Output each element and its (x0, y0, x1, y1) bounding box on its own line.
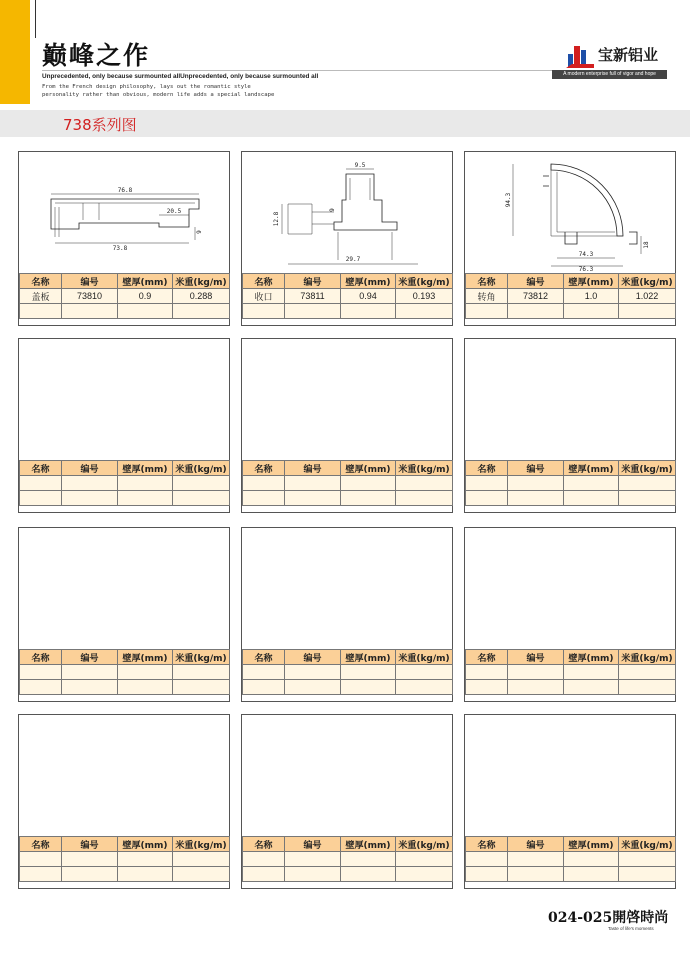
cell-thickness (564, 852, 619, 867)
cell-weight (396, 665, 453, 680)
header-name: 名称 (466, 461, 508, 476)
cell-name: 盖板 (20, 289, 62, 304)
dim-width: 29.7 (345, 256, 361, 263)
header-name: 名称 (243, 274, 285, 289)
header-name: 名称 (243, 837, 285, 852)
header-name: 名称 (20, 837, 62, 852)
profile-card-3 (464, 151, 676, 326)
corner-profile-drawing (465, 152, 675, 272)
table-row-empty (243, 680, 453, 695)
header-code: 编号 (508, 650, 564, 665)
header-name: 名称 (20, 650, 62, 665)
header-weight: 米重(kg/m) (396, 461, 453, 476)
header-code: 编号 (62, 837, 118, 852)
building-logo-icon (566, 42, 594, 68)
cell-weight (396, 852, 453, 867)
table-header-row (466, 461, 676, 476)
cell-code: 73812 (508, 289, 564, 304)
profile-drawing (19, 152, 229, 272)
table-row (20, 289, 230, 304)
header-weight: 米重(kg/m) (173, 274, 230, 289)
header-divider (35, 0, 36, 38)
table-row (243, 665, 453, 680)
profile-card-10 (18, 714, 230, 889)
header-name: 名称 (20, 461, 62, 476)
cell-thickness (564, 665, 619, 680)
header-code: 编号 (285, 461, 341, 476)
cell-code (62, 476, 118, 491)
table-header-row (466, 274, 676, 289)
cell-thickness (564, 476, 619, 491)
header-weight: 米重(kg/m) (619, 650, 676, 665)
profile-drawing (242, 715, 452, 835)
profile-drawing (465, 339, 675, 459)
cell-weight (619, 665, 676, 680)
header-name: 名称 (466, 650, 508, 665)
tagline-line1: From the French design philosophy, lays out the romantic style (42, 84, 251, 90)
dim-top: 9.5 (354, 162, 366, 169)
tagline-bold: Unprecedented, only because surmounted allUnprecedented, only because surmounted all (42, 73, 319, 80)
header-name: 名称 (243, 650, 285, 665)
cell-name (20, 665, 62, 680)
corner-accent-tab (0, 0, 30, 104)
dim-inner: 20.5 (166, 208, 182, 215)
profile-card-8 (241, 527, 453, 702)
table-header-row (466, 837, 676, 852)
header-weight: 米重(kg/m) (173, 650, 230, 665)
cell-code (508, 665, 564, 680)
table-header-row (20, 274, 230, 289)
table-row (466, 665, 676, 680)
cell-weight (619, 476, 676, 491)
profile-table (465, 460, 676, 506)
profile-drawing (465, 715, 675, 835)
header-thickness: 壁厚(mm) (118, 461, 173, 476)
header-name: 名称 (243, 461, 285, 476)
table-row (466, 852, 676, 867)
cell-weight: 0.193 (396, 289, 453, 304)
profile-drawing (242, 339, 452, 459)
header-thickness: 壁厚(mm) (564, 650, 619, 665)
series-title: 738系列图 (63, 116, 137, 134)
table-header-row (466, 650, 676, 665)
table-row (243, 289, 453, 304)
header-thickness: 壁厚(mm) (564, 461, 619, 476)
cell-thickness: 1.0 (564, 289, 619, 304)
profile-drawing (465, 152, 675, 272)
profile-drawing (19, 528, 229, 648)
header-name: 名称 (466, 837, 508, 852)
profile-table (465, 649, 676, 695)
table-row-empty (20, 867, 230, 882)
profile-table (465, 836, 676, 882)
profile-card-4 (18, 338, 230, 513)
header-code: 编号 (62, 461, 118, 476)
header-code: 编号 (508, 837, 564, 852)
cell-code (62, 852, 118, 867)
cell-name (20, 476, 62, 491)
header-code: 编号 (285, 837, 341, 852)
table-row-empty (466, 491, 676, 506)
cell-thickness (341, 476, 396, 491)
profile-drawing (19, 715, 229, 835)
table-row-empty (243, 491, 453, 506)
dim-inner: 74.3 (578, 251, 594, 258)
header-weight: 米重(kg/m) (619, 837, 676, 852)
cell-code (285, 852, 341, 867)
header-thickness: 壁厚(mm) (118, 274, 173, 289)
profile-table (19, 836, 230, 882)
dim-mid: 9 (329, 208, 336, 212)
header-thickness: 壁厚(mm) (564, 837, 619, 852)
profile-table (242, 273, 453, 319)
cell-name (466, 665, 508, 680)
table-row (466, 289, 676, 304)
page-number: 024-025開啓時尚 (548, 910, 669, 926)
table-row (20, 476, 230, 491)
profile-drawing (242, 528, 452, 648)
table-row-empty (20, 680, 230, 695)
cell-code (285, 476, 341, 491)
cell-name (466, 852, 508, 867)
cell-thickness (341, 852, 396, 867)
dim-height: 94.3 (505, 192, 512, 208)
table-row-empty (20, 304, 230, 319)
table-row (243, 476, 453, 491)
cell-code (508, 852, 564, 867)
table-row-empty (20, 491, 230, 506)
cell-code: 73811 (285, 289, 341, 304)
profile-card-1 (18, 151, 230, 326)
table-row-empty (243, 304, 453, 319)
brand-name: 宝新铝业 (598, 46, 659, 64)
profile-table (242, 836, 453, 882)
header-thickness: 壁厚(mm) (341, 461, 396, 476)
profile-card-12 (464, 714, 676, 889)
brand-logo (566, 40, 676, 70)
dim-right: 18 (643, 241, 650, 249)
profile-card-2 (241, 151, 453, 326)
profile-card-5 (241, 338, 453, 513)
table-row (20, 665, 230, 680)
cell-code (62, 665, 118, 680)
cell-weight: 1.022 (619, 289, 676, 304)
page-title: 巅峰之作 (42, 41, 151, 70)
cell-code (285, 665, 341, 680)
header-weight: 米重(kg/m) (619, 461, 676, 476)
cell-thickness: 0.94 (341, 289, 396, 304)
header-name: 名称 (20, 274, 62, 289)
cell-thickness (118, 665, 173, 680)
cell-weight: 0.288 (173, 289, 230, 304)
profile-card-11 (241, 714, 453, 889)
cell-weight (173, 476, 230, 491)
cell-code (508, 476, 564, 491)
brand-strip: A modern enterprise full of vigor and hope (552, 70, 667, 79)
table-header-row (243, 837, 453, 852)
dim-height-left: 12.8 (273, 211, 280, 227)
header-weight: 米重(kg/m) (619, 274, 676, 289)
header-thickness: 壁厚(mm) (118, 837, 173, 852)
profile-table (19, 649, 230, 695)
table-row (243, 852, 453, 867)
profile-table (242, 649, 453, 695)
header-thickness: 壁厚(mm) (341, 837, 396, 852)
header-thickness: 壁厚(mm) (341, 650, 396, 665)
profile-card-7 (18, 527, 230, 702)
cell-thickness (118, 476, 173, 491)
cell-thickness: 0.9 (118, 289, 173, 304)
header-weight: 米重(kg/m) (396, 274, 453, 289)
header-code: 编号 (62, 274, 118, 289)
profile-drawing (19, 339, 229, 459)
profile-table (465, 273, 676, 319)
header-weight: 米重(kg/m) (173, 461, 230, 476)
profile-drawing (465, 528, 675, 648)
cell-thickness (341, 665, 396, 680)
cell-name: 转角 (466, 289, 508, 304)
header-code: 编号 (508, 461, 564, 476)
closing-profile-drawing (242, 152, 452, 272)
cell-name (243, 476, 285, 491)
tagline-line2: personality rather than obvious, modern life adds a special landscape (42, 92, 275, 98)
dim-side: 9 (196, 230, 203, 234)
table-row-empty (243, 867, 453, 882)
table-header-row (20, 461, 230, 476)
header-name: 名称 (466, 274, 508, 289)
header-code: 编号 (62, 650, 118, 665)
table-header-row (243, 650, 453, 665)
header-weight: 米重(kg/m) (396, 837, 453, 852)
cover-plate-drawing (19, 152, 229, 272)
cell-weight (173, 852, 230, 867)
table-row (466, 476, 676, 491)
header-code: 编号 (285, 650, 341, 665)
cell-code: 73810 (62, 289, 118, 304)
table-header-row (20, 837, 230, 852)
cell-name: 收口 (243, 289, 285, 304)
profile-table (242, 460, 453, 506)
cell-weight (619, 852, 676, 867)
cell-name (243, 852, 285, 867)
table-header-row (243, 461, 453, 476)
header-thickness: 壁厚(mm) (564, 274, 619, 289)
table-row-empty (466, 680, 676, 695)
cell-name (20, 852, 62, 867)
header-weight: 米重(kg/m) (396, 650, 453, 665)
cell-name (466, 476, 508, 491)
dim-width-bottom: 73.8 (112, 245, 128, 252)
page-subtitle: Taste of life's moments (608, 926, 654, 931)
cell-thickness (118, 852, 173, 867)
cell-weight (396, 476, 453, 491)
header-code: 编号 (285, 274, 341, 289)
table-row (20, 852, 230, 867)
profile-drawing (242, 152, 452, 272)
header-thickness: 壁厚(mm) (118, 650, 173, 665)
dim-outer: 76.3 (578, 266, 594, 272)
profile-table (19, 460, 230, 506)
cell-name (243, 665, 285, 680)
cell-weight (173, 665, 230, 680)
profile-table (19, 273, 230, 319)
table-row-empty (466, 867, 676, 882)
profile-card-9 (464, 527, 676, 702)
table-header-row (20, 650, 230, 665)
profile-card-6 (464, 338, 676, 513)
header-code: 编号 (508, 274, 564, 289)
table-row-empty (466, 304, 676, 319)
header-thickness: 壁厚(mm) (341, 274, 396, 289)
dim-width-top: 76.8 (117, 187, 133, 194)
header-weight: 米重(kg/m) (173, 837, 230, 852)
table-header-row (243, 274, 453, 289)
